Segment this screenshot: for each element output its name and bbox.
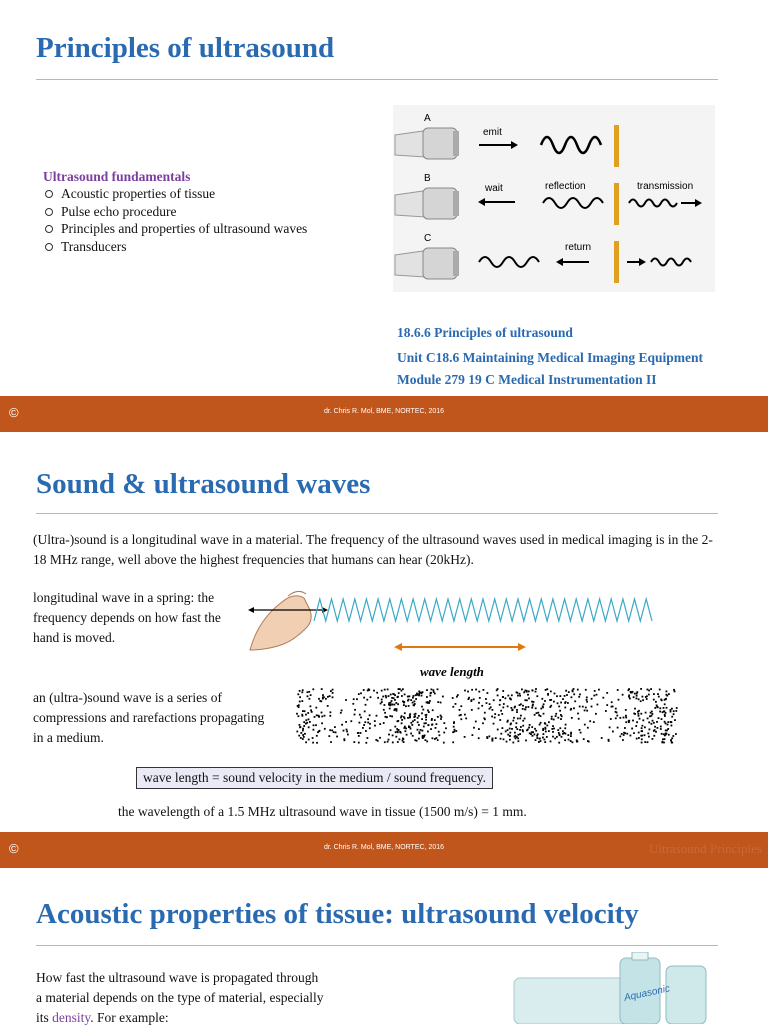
velocity-line: a material depends on the type of material, especially	[36, 990, 324, 1005]
interface-bar	[614, 125, 619, 167]
copyright-symbol: ©	[9, 841, 19, 856]
velocity-line	[36, 1008, 436, 1028]
compression-caption: an (ultra-)sound wave is a series of compressions and rarefactions propagating in a medium.	[33, 690, 265, 745]
density-keyword: density	[52, 1010, 91, 1025]
title-rule	[36, 945, 718, 946]
compression-figure	[296, 688, 678, 744]
list-item: Pulse echo procedure	[43, 203, 373, 221]
footer-credit: dr. Chris R. Mol, BME, NORTEC, 2016	[323, 844, 445, 851]
module-title: Module 279 19 C Medical Instrumentation II	[397, 372, 657, 387]
compression-dots	[296, 688, 677, 744]
wavelength-example: the wavelength of a 1.5 MHz ultrasound wave in tissue (1500 m/s) = 1 mm.	[118, 804, 527, 819]
list-item: Acoustic properties of tissue	[43, 185, 373, 203]
interface-bar	[614, 241, 619, 283]
spring-coil	[314, 599, 652, 621]
formula-box	[136, 767, 493, 789]
course-code: 18.6.6 Principles of ultrasound	[397, 325, 573, 340]
title-rule	[36, 79, 718, 80]
unit-title: Unit C18.6 Maintaining Medical Imaging Equipment	[397, 350, 704, 365]
copyright-symbol: ©	[9, 405, 19, 420]
footer-bar	[0, 396, 768, 432]
slide1-title: Principles of ultrasound	[36, 32, 335, 64]
formula-text: wave length = sound velocity in the medium / sound frequency.	[143, 770, 487, 785]
title-rule	[36, 513, 718, 514]
velocity-line: How fast the ultrasound wave is propagated through	[36, 970, 319, 985]
velocity-line-suffix: . For example:	[90, 1010, 169, 1025]
wave-length-label: wave length	[420, 664, 484, 679]
gel-bottle	[666, 966, 706, 1024]
interface-bar	[614, 183, 619, 225]
label-wait: wait	[485, 183, 503, 194]
footer-bar	[0, 832, 768, 868]
gel-bag	[514, 978, 634, 1024]
footer-credit: dr. Chris R. Mol, BME, NORTEC, 2016	[323, 408, 445, 415]
label-b: B	[424, 173, 431, 184]
label-transmission: transmission	[637, 181, 694, 192]
fundamentals-list-block	[43, 168, 373, 255]
label-return: return	[565, 242, 592, 253]
velocity-paragraph	[36, 968, 436, 1028]
product-label: Aquasonic	[623, 983, 672, 1004]
list-item: Principles and properties of ultrasound waves	[43, 220, 373, 238]
label-a: A	[424, 113, 431, 124]
hand-icon	[250, 591, 311, 650]
label-c: C	[424, 233, 432, 244]
intro-paragraph: (Ultra-)sound is a longitudinal wave in a material. The frequency of the ultrasound waves used in medical imaging is in the 2-18 MHz range, well above the highest frequencies that humans can hear (20kHz).	[33, 532, 713, 567]
fundamentals-list	[43, 185, 373, 255]
slide3-title: Acoustic properties of tissue: ultrasound velocity	[36, 898, 639, 930]
spring-wave-figure	[248, 580, 660, 680]
velocity-line-prefix: its	[36, 1010, 53, 1025]
spring-caption: longitudinal wave in a spring: the frequency depends on how fast the hand is moved.	[33, 590, 221, 645]
list-heading: Ultrasound fundamentals	[43, 169, 191, 184]
label-reflection: reflection	[545, 181, 586, 192]
gel-bottles-image	[508, 952, 712, 1024]
pulse-echo-figure	[393, 105, 715, 292]
slide2-title: Sound & ultrasound waves	[36, 468, 371, 500]
footer-section-label: Ultrasound Principles	[648, 841, 762, 856]
label-emit: emit	[483, 127, 502, 138]
list-item: Transducers	[43, 238, 373, 256]
wave-length-arrow	[394, 643, 526, 651]
